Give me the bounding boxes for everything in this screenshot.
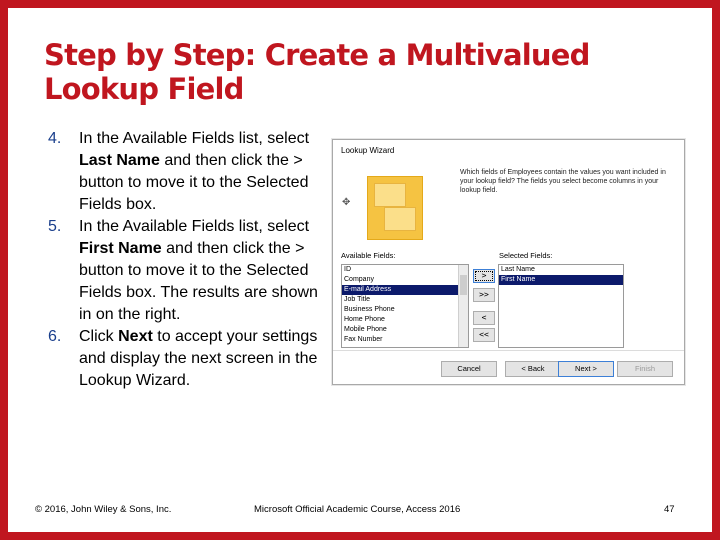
available-field-item[interactable]: Company (344, 276, 374, 283)
step-text: Click (79, 328, 119, 345)
scroll-thumb[interactable] (460, 275, 467, 295)
step-number: 4. (48, 130, 62, 147)
step-text: In the Available Fields list, select (79, 218, 310, 235)
step-emphasis: Last Name (79, 152, 160, 169)
move-all-left-button[interactable]: << (473, 328, 495, 342)
step-item (48, 128, 318, 216)
steps-list (48, 128, 318, 392)
available-field-item[interactable]: Job Title (344, 296, 371, 303)
available-field-item[interactable]: Business Phone (344, 306, 395, 313)
available-fields-list[interactable] (341, 264, 469, 348)
page-number: 47 (664, 504, 675, 515)
next-button[interactable]: Next > (558, 361, 614, 377)
back-button[interactable]: < Back (505, 361, 561, 377)
step-text: In the Available Fields list, select (79, 130, 310, 147)
course-text: Microsoft Official Academic Course, Access 2016 (254, 504, 461, 515)
step-text: and then click the > button to move it to the Selected Fields box. (79, 152, 309, 213)
slide (8, 8, 712, 532)
step-text: to accept your settings and display the next screen in the Lookup Wizard. (79, 328, 318, 389)
sheet-graphic (374, 183, 406, 207)
step-text: and then click the > button to move it to the Selected Fields box. The results are shown in on the right. (79, 240, 318, 323)
selected-fields-label: Selected Fields: (499, 251, 553, 260)
slide-title: Step by Step: Create a Multivalued Lookup Field (44, 38, 590, 106)
cancel-button[interactable]: Cancel (441, 361, 497, 377)
move-one-right-button[interactable]: > (473, 269, 495, 283)
step-number: 5. (48, 218, 62, 235)
selected-fields-list[interactable] (498, 264, 624, 348)
available-field-item[interactable]: E-mail Address (342, 285, 468, 295)
copyright-text: © 2016, John Wiley & Sons, Inc. (35, 504, 172, 515)
available-field-item[interactable]: ID (344, 266, 351, 273)
step-item (48, 326, 318, 392)
selected-field-item[interactable]: First Name (499, 275, 623, 285)
scrollbar[interactable] (458, 265, 468, 347)
wizard-instructions: Which fields of Employees contain the values you want included in your lookup field? The fields you select become columns in your lookup field. (460, 169, 666, 194)
move-all-right-button[interactable]: >> (473, 288, 495, 302)
move-one-left-button[interactable]: < (473, 311, 495, 325)
step-number: 6. (48, 328, 62, 345)
available-field-item[interactable]: Home Phone (344, 316, 385, 323)
available-field-item[interactable]: Mobile Phone (344, 326, 387, 333)
available-field-item[interactable]: Fax Number (344, 336, 383, 343)
sheet-graphic (384, 207, 416, 231)
dialog-divider (333, 350, 684, 351)
finish-button[interactable]: Finish (617, 361, 673, 377)
available-fields-label: Available Fields: (341, 251, 396, 260)
step-emphasis: Next (118, 328, 153, 345)
step-emphasis: First Name (79, 240, 162, 257)
move-cursor-icon: ✥ (342, 197, 351, 208)
lookup-wizard-dialog (332, 139, 685, 385)
selected-field-item[interactable]: Last Name (501, 266, 535, 273)
dialog-title: Lookup Wizard (341, 146, 395, 155)
step-item (48, 216, 318, 326)
table-illustration-icon (342, 176, 423, 240)
